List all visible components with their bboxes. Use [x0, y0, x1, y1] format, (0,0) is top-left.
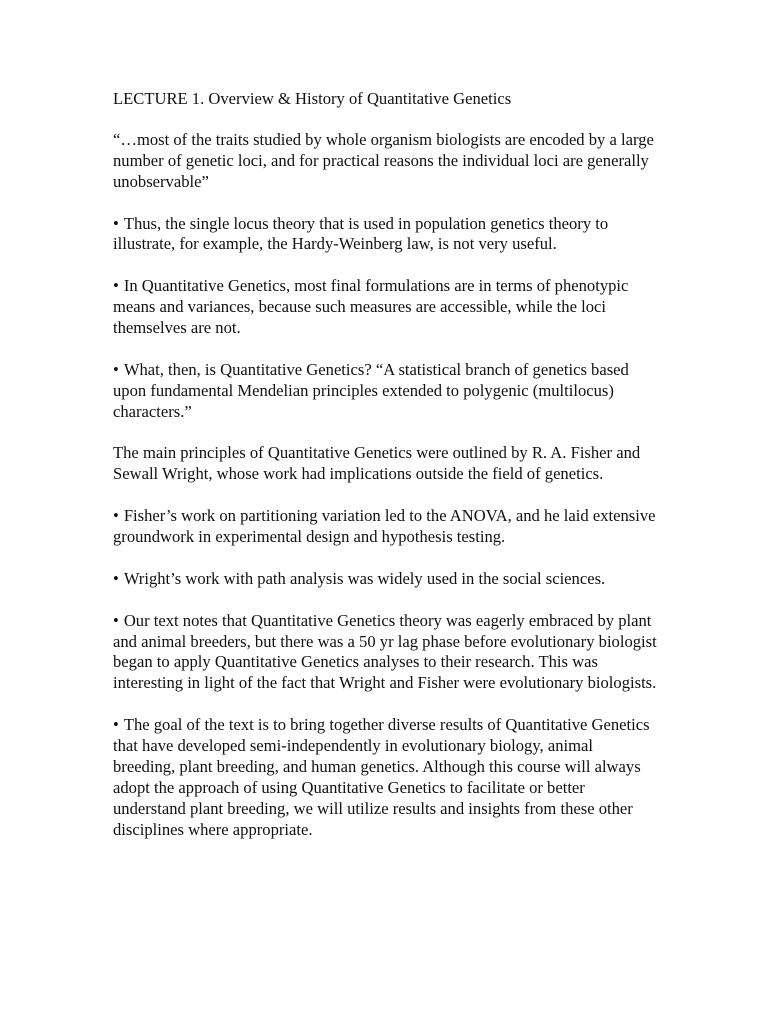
bullet-icon: • [113, 610, 119, 630]
bullet-icon: • [113, 506, 119, 526]
bullet-icon: • [113, 568, 119, 588]
bullet-paragraph [113, 506, 658, 548]
bullet-paragraph [113, 611, 658, 695]
bullet-text: Our text notes that Quantitative Genetics theory was eagerly embraced by plant and animal breeders, but there was a 50 yr lag phase before evolutionary biologist began to apply Quantitative Genetics analyses to their research. This was interesting in light of the fact that Wright and Fisher were evolutionary biologists. [113, 610, 657, 693]
body-paragraph: The main principles of Quantitative Genetics were outlined by R. A. Fisher and Sewall Wright, whose work had implications outside the field of genetics. [113, 443, 641, 484]
bullet-icon: • [113, 276, 119, 296]
bullet-paragraph [113, 360, 658, 423]
bullet-paragraph [113, 715, 658, 840]
bullet-text: What, then, is Quantitative Genetics? “A statistical branch of genetics based upon fundamental Mendelian principles extended to polygenic (multilocus) characters.” [113, 359, 629, 421]
quote-paragraph: “…most of the traits studied by whole organism biologists are encoded by a large number of genetic loci, and for practical reasons the individual loci are generally unobservable” [113, 129, 654, 191]
bullet-text: Fisher’s work on partitioning variation led to the ANOVA, and he laid extensive groundwork in experimental design and hypothesis testing. [113, 506, 656, 547]
bullet-paragraph [113, 214, 658, 256]
bullet-icon: • [113, 715, 119, 735]
bullet-text: Thus, the single locus theory that is used in population genetics theory to illustrate, for example, the Hardy-Weinberg law, is not very useful. [113, 213, 609, 254]
bullet-text: The goal of the text is to bring together diverse results of Quantitative Genetics that have developed semi-independently in evolutionary biology, animal breeding, plant breeding, and human genetics. Although this course will always adopt the approach of using Quantitative Genetics to facilitate or better understand plant breeding, we will utilize results and insights from these other disciplines where appropriate. [113, 715, 650, 839]
bullet-paragraph [113, 569, 658, 590]
bullet-paragraph [113, 276, 658, 339]
bullet-icon: • [113, 359, 119, 379]
bullet-icon: • [113, 213, 119, 233]
bullet-text: In Quantitative Genetics, most final formulations are in terms of phenotypic means and variances, because such measures are accessible, while the loci themselves are not. [113, 276, 629, 338]
document-page [113, 89, 658, 861]
page-title: LECTURE 1. Overview & History of Quantitative Genetics [113, 89, 512, 108]
bullet-text: Wright’s work with path analysis was widely used in the social sciences. [123, 568, 606, 588]
